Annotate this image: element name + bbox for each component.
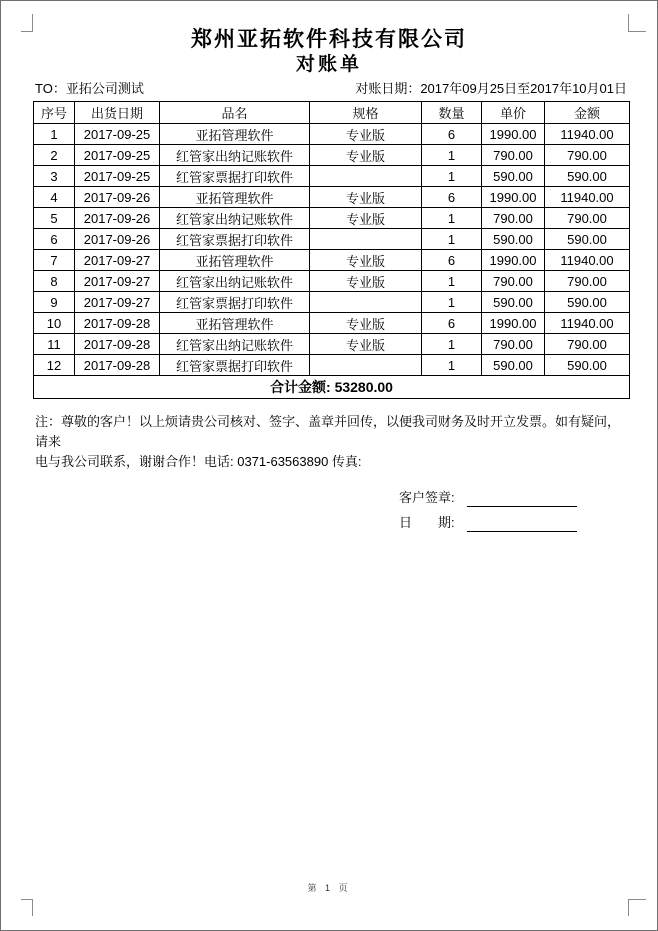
total-amount: 合计金额: 53280.00: [34, 376, 630, 399]
table-cell: 6: [34, 229, 75, 250]
column-header: 出货日期: [75, 102, 160, 124]
table-row: [34, 145, 630, 166]
table-cell: 5: [34, 208, 75, 229]
table-cell: 790.00: [482, 145, 545, 166]
table-cell: 专业版: [310, 334, 422, 355]
table-cell: 12: [34, 355, 75, 376]
table-cell: [310, 166, 422, 187]
table-cell: 590.00: [482, 229, 545, 250]
table-cell: 8: [34, 271, 75, 292]
date-label: 日 期:: [399, 515, 455, 530]
table-cell: 2017-09-25: [75, 166, 160, 187]
table-cell: 590.00: [545, 355, 630, 376]
table-cell: 2017-09-27: [75, 250, 160, 271]
table-cell: 590.00: [482, 355, 545, 376]
table-cell: 2017-09-25: [75, 124, 160, 145]
date-range-label: 对账日期：2017年09月25日至2017年10月01日: [355, 81, 627, 96]
table-cell: 11: [34, 334, 75, 355]
table-row: [34, 355, 630, 376]
customer-seal-line: [467, 487, 577, 507]
table-cell: 790.00: [545, 145, 630, 166]
table-cell: 2017-09-28: [75, 313, 160, 334]
table-cell: 1990.00: [482, 187, 545, 208]
table-cell: 590.00: [545, 292, 630, 313]
table-cell: 1: [422, 145, 482, 166]
table-cell: 2017-09-27: [75, 292, 160, 313]
table-row: [34, 250, 630, 271]
table-cell: 专业版: [310, 313, 422, 334]
table-cell: [310, 355, 422, 376]
table-row: [34, 187, 630, 208]
table-cell: 790.00: [545, 271, 630, 292]
note-text: [35, 412, 629, 472]
document-title: 对账单: [295, 54, 362, 75]
table-cell: 590.00: [482, 292, 545, 313]
date-line: [467, 512, 577, 532]
date-row: [399, 507, 609, 532]
table-cell: 11940.00: [545, 187, 630, 208]
table-cell: 1: [34, 124, 75, 145]
signature-block: [399, 482, 609, 532]
table-cell: 1990.00: [482, 124, 545, 145]
customer-seal-label: 客户签章:: [399, 490, 455, 505]
table-cell: 4: [34, 187, 75, 208]
column-header: 规格: [310, 102, 422, 124]
table-cell: 红管家出纳记账软件: [160, 208, 310, 229]
table-cell: 红管家票据打印软件: [160, 229, 310, 250]
table-cell: 590.00: [545, 229, 630, 250]
table-cell: 亚拓管理软件: [160, 124, 310, 145]
info-row: [35, 81, 627, 97]
table-cell: 红管家出纳记账软件: [160, 334, 310, 355]
table-cell: 亚拓管理软件: [160, 187, 310, 208]
table-cell: 11940.00: [545, 250, 630, 271]
table-cell: 2017-09-26: [75, 187, 160, 208]
table-cell: 7: [34, 250, 75, 271]
table-cell: 专业版: [310, 250, 422, 271]
page-number: 第 1 页: [307, 883, 351, 893]
table-cell: 790.00: [545, 208, 630, 229]
table-cell: 790.00: [482, 271, 545, 292]
recipient-label: TO：亚拓公司测试: [35, 81, 144, 96]
table-cell: 1: [422, 229, 482, 250]
table-cell: 3: [34, 166, 75, 187]
margin-corner-mark-top-right: [628, 14, 646, 32]
table-row: [34, 124, 630, 145]
table-row: [34, 334, 630, 355]
table-row: [34, 313, 630, 334]
table-row: [34, 292, 630, 313]
table-cell: 2017-09-28: [75, 334, 160, 355]
table-cell: 红管家票据打印软件: [160, 166, 310, 187]
margin-corner-mark-top-left: [21, 14, 33, 32]
table-cell: 10: [34, 313, 75, 334]
table-cell: 专业版: [310, 187, 422, 208]
table-cell: 专业版: [310, 145, 422, 166]
table-cell: [310, 229, 422, 250]
table-cell: 亚拓管理软件: [160, 313, 310, 334]
table-cell: 2017-09-26: [75, 208, 160, 229]
table-cell: 11940.00: [545, 124, 630, 145]
table-cell: 6: [422, 124, 482, 145]
table-cell: 790.00: [482, 334, 545, 355]
table-cell: 1: [422, 271, 482, 292]
column-header: 金额: [545, 102, 630, 124]
table-cell: 1: [422, 208, 482, 229]
table-cell: 1: [422, 292, 482, 313]
table-cell: 790.00: [545, 334, 630, 355]
table-cell: 专业版: [310, 208, 422, 229]
table-cell: 2017-09-25: [75, 145, 160, 166]
table-cell: 790.00: [482, 208, 545, 229]
table-cell: 9: [34, 292, 75, 313]
column-header: 单价: [482, 102, 545, 124]
table-cell: 红管家出纳记账软件: [160, 271, 310, 292]
company-title: 郑州亚拓软件科技有限公司: [191, 28, 467, 51]
table-cell: 2: [34, 145, 75, 166]
table-row: [34, 208, 630, 229]
table-cell: 2017-09-26: [75, 229, 160, 250]
table-cell: 1: [422, 355, 482, 376]
table-cell: 亚拓管理软件: [160, 250, 310, 271]
table-row: [34, 166, 630, 187]
column-header: 品名: [160, 102, 310, 124]
table-cell: 专业版: [310, 271, 422, 292]
note-line-2: 电与我公司联系，谢谢合作！电话: 0371-63563890 传真:: [35, 454, 362, 469]
table-cell: 2017-09-28: [75, 355, 160, 376]
table-cell: [310, 292, 422, 313]
table-cell: 1990.00: [482, 250, 545, 271]
table-cell: 1990.00: [482, 313, 545, 334]
table-cell: 2017-09-27: [75, 271, 160, 292]
table-cell: 红管家出纳记账软件: [160, 145, 310, 166]
column-header: 序号: [34, 102, 75, 124]
total-row: [34, 376, 630, 399]
table-cell: 590.00: [482, 166, 545, 187]
note-line-1: 注：尊敬的客户！以上烦请贵公司核对、签字、盖章并回传，以便我司财务及时开立发票。如有疑问，请来: [35, 414, 621, 449]
table-cell: 红管家票据打印软件: [160, 355, 310, 376]
column-header: 数量: [422, 102, 482, 124]
table-cell: 11940.00: [545, 313, 630, 334]
table-cell: 6: [422, 250, 482, 271]
table-cell: 专业版: [310, 124, 422, 145]
customer-seal-row: [399, 482, 609, 507]
statement-table: [33, 101, 630, 399]
table-row: [34, 229, 630, 250]
table-header-row: [34, 102, 630, 124]
table-cell: 590.00: [545, 166, 630, 187]
table-cell: 1: [422, 334, 482, 355]
margin-corner-mark-bottom-left: [21, 899, 33, 916]
table-cell: 6: [422, 187, 482, 208]
margin-corner-mark-bottom-right: [628, 899, 646, 916]
table-cell: 6: [422, 313, 482, 334]
table-cell: 红管家票据打印软件: [160, 292, 310, 313]
table-cell: 1: [422, 166, 482, 187]
table-row: [34, 271, 630, 292]
